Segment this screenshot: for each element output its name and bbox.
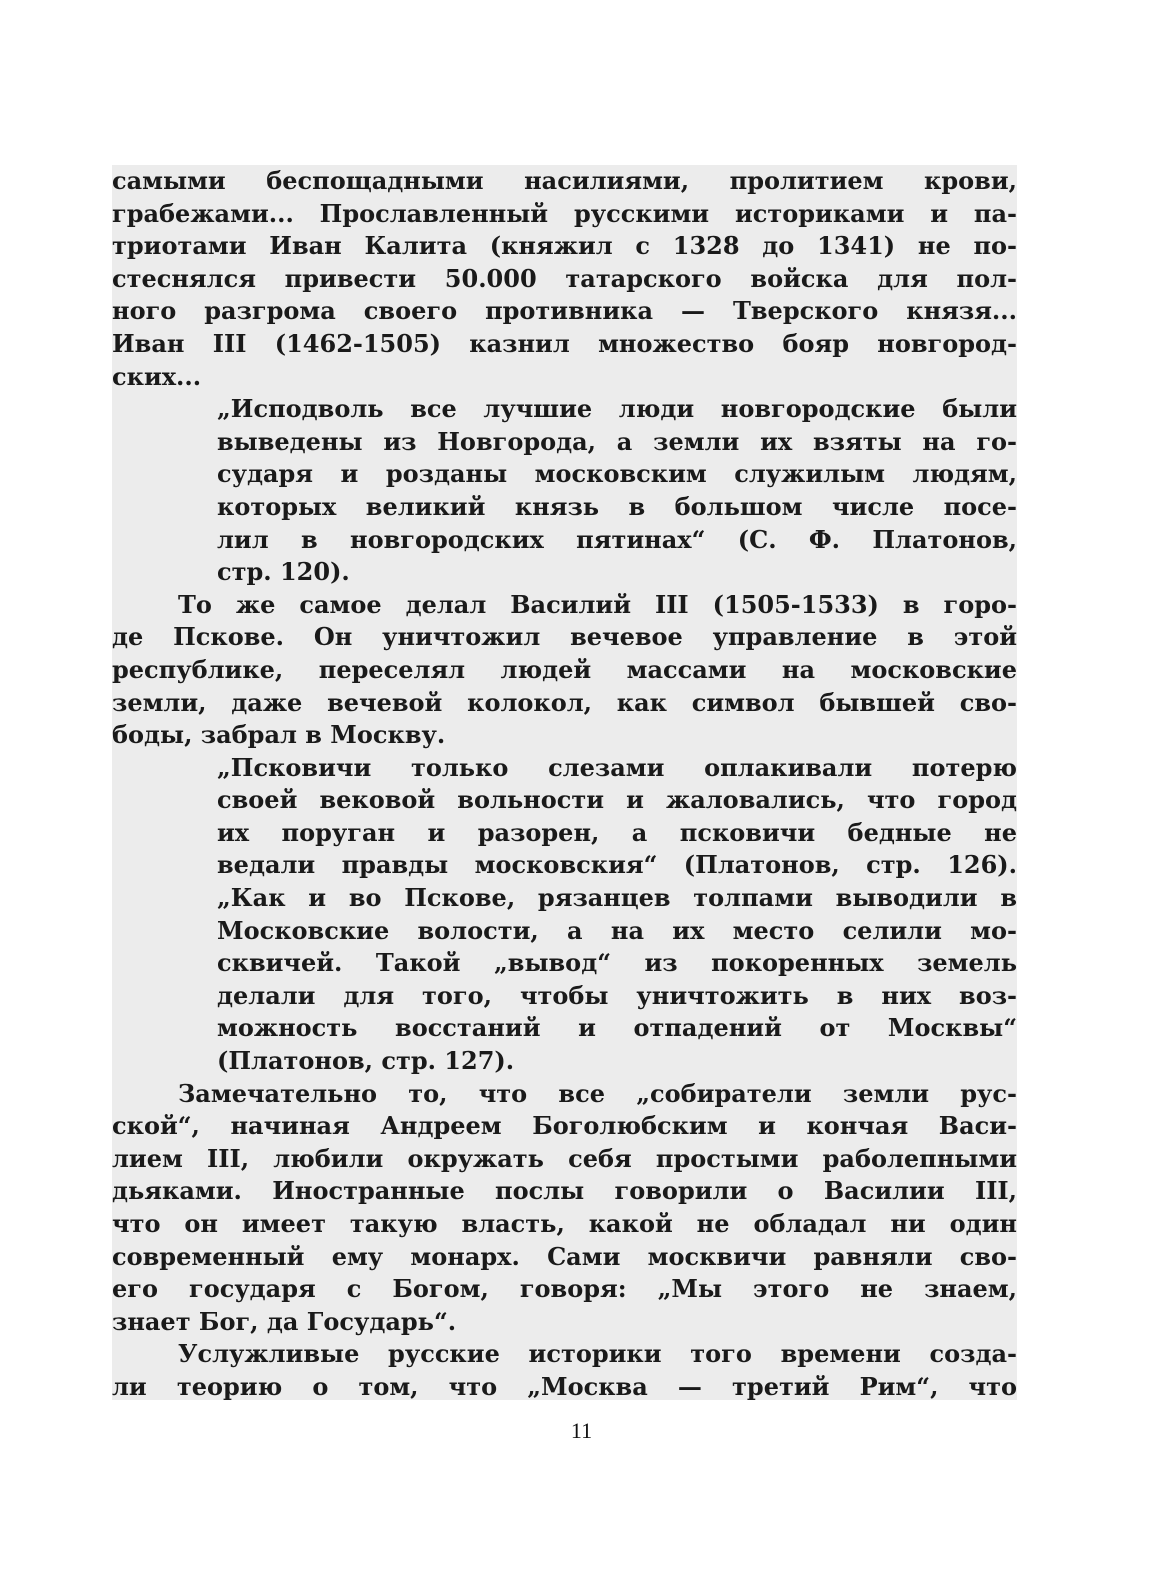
text-line: дьяками. Иностранные послы говорили о Василии III,	[112, 1176, 1017, 1206]
quote-2	[112, 752, 1017, 1078]
quote-line: делали для того, чтобы уничтожить в них воз-	[217, 980, 1017, 1010]
text-line: грабежами... Прославленный русскими историками и па-	[112, 198, 1017, 228]
text-line: земли, даже вечевой колокол, как символ бывшей сво-	[112, 687, 1017, 717]
paragraph-2	[112, 589, 1017, 752]
text-line: ли теорию о том, что „Москва — третий Рим“, что	[112, 1371, 1017, 1400]
text-line: То же самое делал Василий III (1505-1533) в горо-	[178, 589, 1017, 619]
text-line: Замечательно то, что все „собиратели земли рус-	[178, 1078, 1017, 1108]
quote-line: „Исподволь все лучшие люди новгородские были	[217, 394, 1017, 424]
page-number: 11	[570, 1418, 593, 1443]
quote-line: которых великий князь в большом числе посе-	[217, 491, 1017, 521]
text-line: его государя с Богом, говоря: „Мы этого не знаем,	[112, 1274, 1017, 1304]
text-line: де Пскове. Он уничтожил вечевое управление в этой	[112, 622, 1017, 652]
quote-line: ведали правды московския“ (Платонов, стр. 126).	[217, 850, 1017, 880]
text-line: знает Бог, да Государь“.	[112, 1306, 457, 1336]
quote-line: сквичей. Такой „вывод“ из покоренных земель	[217, 948, 1017, 978]
text-line: ской“, начиная Андреем Боголюбским и кончая Васи-	[112, 1111, 1017, 1141]
quote-line: выведены из Новгорода, а земли их взяты на го-	[217, 426, 1017, 456]
quote-line: стр. 120).	[217, 557, 350, 587]
scanned-text-block	[112, 165, 1017, 1400]
text-line: лием III, любили окружать себя простыми раболепными	[112, 1143, 1017, 1173]
text-line: республике, переселял людей массами на московские	[112, 654, 1017, 684]
quote-line: лил в новгородских пятинах“ (С. Ф. Платонов,	[217, 524, 1017, 554]
text-line: боды, забрал в Москву.	[112, 720, 446, 750]
text-line: что он имеет такую власть, какой не обладал ни один	[112, 1209, 1017, 1238]
paragraph-4	[112, 1338, 1017, 1400]
quote-line: их поруган и разорен, а псковичи бедные не	[217, 817, 1017, 847]
text-line: Иван III (1462-1505) казнил множество бояр новгород-	[112, 328, 1017, 358]
quote-line: своей вековой вольности и жаловались, что город	[217, 785, 1017, 815]
quote-line: Московские волости, а на их место селили мо-	[217, 915, 1017, 945]
text-line: Услужливые русские историки того времени созда-	[178, 1339, 1017, 1369]
text-line: стеснялся привести 50.000 татарского войска для пол-	[112, 263, 1017, 293]
quote-1	[112, 393, 1017, 589]
text-line: ного разгрома своего противника — Тверского князя...	[112, 296, 1017, 326]
paragraph-1	[112, 165, 1017, 393]
quote-line: „Псковичи только слезами оплакивали потерю	[217, 752, 1017, 782]
text-line: самыми беспощадными насилиями, пролитием крови,	[112, 166, 1017, 195]
text-line: современный ему монарх. Сами москвичи равняли сво-	[112, 1241, 1017, 1271]
text-line: триотами Иван Калита (княжил с 1328 до 1341) не по-	[112, 231, 1017, 261]
text-line: ских...	[112, 361, 202, 391]
quote-line: „Как и во Пскове, рязанцев толпами выводили в	[217, 883, 1017, 913]
quote-line: можность восстаний и отпадений от Москвы“	[217, 1013, 1017, 1043]
paragraph-3	[112, 1078, 1017, 1339]
quote-line: (Платонов, стр. 127).	[217, 1046, 515, 1076]
quote-line: сударя и розданы московским служилым людям,	[217, 459, 1017, 489]
